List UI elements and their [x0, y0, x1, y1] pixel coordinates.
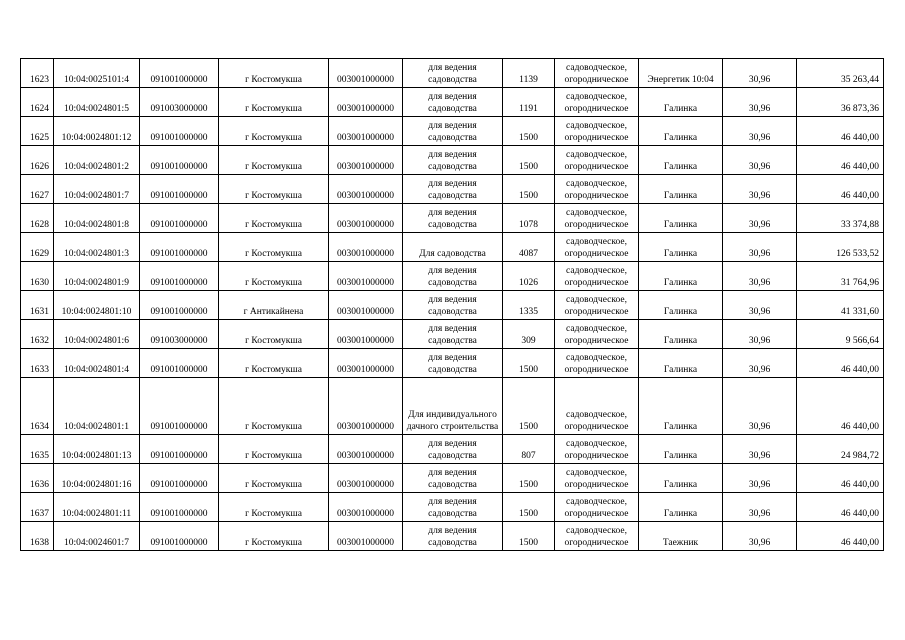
- table-row: [21, 88, 884, 117]
- land-category-cell: садоводческое, огородническое: [555, 349, 639, 378]
- settlement-cell: г Костомукша: [219, 117, 329, 146]
- area-cell: 1191: [503, 88, 555, 117]
- row-number-cell: 1631: [21, 291, 54, 320]
- oktmo-code-cell: 003001000000: [329, 291, 403, 320]
- land-use-purpose-cell: для ведения садоводства: [403, 204, 503, 233]
- rate-cell: 30,96: [723, 291, 797, 320]
- okato-code-cell: 091001000000: [140, 435, 219, 464]
- cadastral-cost-cell: 46 440,00: [797, 522, 884, 551]
- area-cell: 1500: [503, 522, 555, 551]
- settlement-cell: г Костомукша: [219, 262, 329, 291]
- table-row: [21, 59, 884, 88]
- land-category-cell: садоводческое, огородническое: [555, 146, 639, 175]
- table-row: [21, 378, 884, 435]
- cadastral-cost-cell: 31 764,96: [797, 262, 884, 291]
- garden-association-cell: Галинка: [639, 435, 723, 464]
- oktmo-code-cell: 003001000000: [329, 233, 403, 262]
- row-number-cell: 1635: [21, 435, 54, 464]
- land-use-purpose-cell: для ведения садоводства: [403, 146, 503, 175]
- cadastral-number-cell: 10:04:0024801:16: [54, 464, 140, 493]
- table-row: [21, 146, 884, 175]
- garden-association-cell: Галинка: [639, 262, 723, 291]
- rate-cell: 30,96: [723, 435, 797, 464]
- cadastral-number-cell: 10:04:0024801:10: [54, 291, 140, 320]
- garden-association-cell: Галинка: [639, 320, 723, 349]
- table-row: [21, 204, 884, 233]
- land-use-purpose-cell: для ведения садоводства: [403, 320, 503, 349]
- settlement-cell: г Костомукша: [219, 435, 329, 464]
- garden-association-cell: Галинка: [639, 146, 723, 175]
- rate-cell: 30,96: [723, 349, 797, 378]
- okato-code-cell: 091001000000: [140, 262, 219, 291]
- table-row: [21, 349, 884, 378]
- oktmo-code-cell: 003001000000: [329, 320, 403, 349]
- land-category-cell: садоводческое, огородническое: [555, 117, 639, 146]
- area-cell: 807: [503, 435, 555, 464]
- oktmo-code-cell: 003001000000: [329, 464, 403, 493]
- oktmo-code-cell: 003001000000: [329, 349, 403, 378]
- cadastral-cost-cell: 46 440,00: [797, 117, 884, 146]
- cadastral-number-cell: 10:04:0024801:7: [54, 175, 140, 204]
- row-number-cell: 1634: [21, 378, 54, 435]
- cadastral-cost-cell: 35 263,44: [797, 59, 884, 88]
- cadastral-cost-cell: 33 374,88: [797, 204, 884, 233]
- okato-code-cell: 091003000000: [140, 88, 219, 117]
- table-row: [21, 464, 884, 493]
- rate-cell: 30,96: [723, 204, 797, 233]
- area-cell: 1026: [503, 262, 555, 291]
- settlement-cell: г Костомукша: [219, 146, 329, 175]
- okato-code-cell: 091001000000: [140, 204, 219, 233]
- area-cell: 1500: [503, 493, 555, 522]
- table-row: [21, 175, 884, 204]
- garden-association-cell: Галинка: [639, 291, 723, 320]
- land-category-cell: садоводческое, огородническое: [555, 204, 639, 233]
- table-body: [21, 59, 884, 551]
- oktmo-code-cell: 003001000000: [329, 262, 403, 291]
- area-cell: 1500: [503, 464, 555, 493]
- table-row: [21, 435, 884, 464]
- oktmo-code-cell: 003001000000: [329, 435, 403, 464]
- area-cell: 1139: [503, 59, 555, 88]
- okato-code-cell: 091001000000: [140, 378, 219, 435]
- land-use-purpose-cell: Для индивидуального дачного строительства: [403, 378, 503, 435]
- land-use-purpose-cell: для ведения садоводства: [403, 493, 503, 522]
- cadastral-number-cell: 10:04:0024801:12: [54, 117, 140, 146]
- cadastral-cost-cell: 126 533,52: [797, 233, 884, 262]
- area-cell: 1500: [503, 117, 555, 146]
- cadastral-cost-cell: 24 984,72: [797, 435, 884, 464]
- cadastral-number-cell: 10:04:0024801:3: [54, 233, 140, 262]
- okato-code-cell: 091001000000: [140, 349, 219, 378]
- garden-association-cell: Галинка: [639, 378, 723, 435]
- settlement-cell: г Костомукша: [219, 522, 329, 551]
- row-number-cell: 1638: [21, 522, 54, 551]
- table-row: [21, 522, 884, 551]
- oktmo-code-cell: 003001000000: [329, 378, 403, 435]
- table-row: [21, 320, 884, 349]
- area-cell: 4087: [503, 233, 555, 262]
- oktmo-code-cell: 003001000000: [329, 493, 403, 522]
- cadastral-number-cell: 10:04:0024801:1: [54, 378, 140, 435]
- cadastral-cost-cell: 46 440,00: [797, 493, 884, 522]
- land-category-cell: садоводческое, огородническое: [555, 320, 639, 349]
- okato-code-cell: 091001000000: [140, 59, 219, 88]
- table-row: [21, 233, 884, 262]
- area-cell: 1500: [503, 349, 555, 378]
- cadastral-number-cell: 10:04:0024801:4: [54, 349, 140, 378]
- garden-association-cell: Галинка: [639, 493, 723, 522]
- rate-cell: 30,96: [723, 378, 797, 435]
- area-cell: 1500: [503, 175, 555, 204]
- cadastral-cost-cell: 36 873,36: [797, 88, 884, 117]
- table-row: [21, 291, 884, 320]
- land-use-purpose-cell: Для садоводства: [403, 233, 503, 262]
- land-use-purpose-cell: для ведения садоводства: [403, 522, 503, 551]
- garden-association-cell: Галинка: [639, 117, 723, 146]
- settlement-cell: г Костомукша: [219, 378, 329, 435]
- land-category-cell: садоводческое, огородническое: [555, 291, 639, 320]
- cadastral-number-cell: 10:04:0024801:5: [54, 88, 140, 117]
- settlement-cell: г Костомукша: [219, 493, 329, 522]
- land-use-purpose-cell: для ведения садоводства: [403, 349, 503, 378]
- okato-code-cell: 091001000000: [140, 175, 219, 204]
- garden-association-cell: Галинка: [639, 88, 723, 117]
- oktmo-code-cell: 003001000000: [329, 146, 403, 175]
- garden-association-cell: Галинка: [639, 349, 723, 378]
- land-category-cell: садоводческое, огородническое: [555, 175, 639, 204]
- land-use-purpose-cell: для ведения садоводства: [403, 117, 503, 146]
- oktmo-code-cell: 003001000000: [329, 59, 403, 88]
- okato-code-cell: 091001000000: [140, 233, 219, 262]
- area-cell: 309: [503, 320, 555, 349]
- cadastral-number-cell: 10:04:0024801:9: [54, 262, 140, 291]
- garden-association-cell: Галинка: [639, 204, 723, 233]
- rate-cell: 30,96: [723, 320, 797, 349]
- land-category-cell: садоводческое, огородническое: [555, 378, 639, 435]
- land-use-purpose-cell: для ведения садоводства: [403, 262, 503, 291]
- rate-cell: 30,96: [723, 233, 797, 262]
- rate-cell: 30,96: [723, 117, 797, 146]
- row-number-cell: 1630: [21, 262, 54, 291]
- rate-cell: 30,96: [723, 493, 797, 522]
- land-category-cell: садоводческое, огородническое: [555, 435, 639, 464]
- settlement-cell: г Костомукша: [219, 320, 329, 349]
- land-use-purpose-cell: для ведения садоводства: [403, 464, 503, 493]
- oktmo-code-cell: 003001000000: [329, 175, 403, 204]
- row-number-cell: 1636: [21, 464, 54, 493]
- land-category-cell: садоводческое, огородническое: [555, 464, 639, 493]
- cadastral-cost-cell: 46 440,00: [797, 349, 884, 378]
- row-number-cell: 1632: [21, 320, 54, 349]
- okato-code-cell: 091001000000: [140, 522, 219, 551]
- settlement-cell: г Антикайнена: [219, 291, 329, 320]
- oktmo-code-cell: 003001000000: [329, 204, 403, 233]
- table-row: [21, 493, 884, 522]
- settlement-cell: г Костомукша: [219, 464, 329, 493]
- settlement-cell: г Костомукша: [219, 204, 329, 233]
- land-use-purpose-cell: для ведения садоводства: [403, 435, 503, 464]
- area-cell: 1500: [503, 378, 555, 435]
- cadastral-number-cell: 10:04:0024801:2: [54, 146, 140, 175]
- row-number-cell: 1637: [21, 493, 54, 522]
- land-plots-table: [20, 58, 884, 551]
- row-number-cell: 1627: [21, 175, 54, 204]
- area-cell: 1500: [503, 146, 555, 175]
- rate-cell: 30,96: [723, 88, 797, 117]
- oktmo-code-cell: 003001000000: [329, 522, 403, 551]
- garden-association-cell: Галинка: [639, 464, 723, 493]
- okato-code-cell: 091001000000: [140, 493, 219, 522]
- settlement-cell: г Костомукша: [219, 233, 329, 262]
- okato-code-cell: 091001000000: [140, 117, 219, 146]
- okato-code-cell: 091001000000: [140, 146, 219, 175]
- land-category-cell: садоводческое, огородническое: [555, 59, 639, 88]
- cadastral-number-cell: 10:04:0024801:8: [54, 204, 140, 233]
- garden-association-cell: Галинка: [639, 233, 723, 262]
- row-number-cell: 1626: [21, 146, 54, 175]
- garden-association-cell: Таежник: [639, 522, 723, 551]
- cadastral-cost-cell: 46 440,00: [797, 464, 884, 493]
- row-number-cell: 1629: [21, 233, 54, 262]
- settlement-cell: г Костомукша: [219, 349, 329, 378]
- rate-cell: 30,96: [723, 522, 797, 551]
- table-row: [21, 262, 884, 291]
- rate-cell: 30,96: [723, 59, 797, 88]
- settlement-cell: г Костомукша: [219, 88, 329, 117]
- cadastral-cost-cell: 46 440,00: [797, 146, 884, 175]
- row-number-cell: 1628: [21, 204, 54, 233]
- row-number-cell: 1624: [21, 88, 54, 117]
- oktmo-code-cell: 003001000000: [329, 117, 403, 146]
- cadastral-number-cell: 10:04:0024801:13: [54, 435, 140, 464]
- cadastral-cost-cell: 9 566,64: [797, 320, 884, 349]
- garden-association-cell: Энергетик 10:04: [639, 59, 723, 88]
- cadastral-cost-cell: 46 440,00: [797, 378, 884, 435]
- okato-code-cell: 091003000000: [140, 320, 219, 349]
- rate-cell: 30,96: [723, 146, 797, 175]
- settlement-cell: г Костомукша: [219, 59, 329, 88]
- rate-cell: 30,96: [723, 262, 797, 291]
- land-category-cell: садоводческое, огородническое: [555, 522, 639, 551]
- land-category-cell: садоводческое, огородническое: [555, 88, 639, 117]
- row-number-cell: 1625: [21, 117, 54, 146]
- cadastral-cost-cell: 41 331,60: [797, 291, 884, 320]
- cadastral-number-cell: 10:04:0024801:11: [54, 493, 140, 522]
- land-use-purpose-cell: для ведения садоводства: [403, 291, 503, 320]
- settlement-cell: г Костомукша: [219, 175, 329, 204]
- cadastral-number-cell: 10:04:0024801:6: [54, 320, 140, 349]
- land-use-purpose-cell: для ведения садоводства: [403, 175, 503, 204]
- land-category-cell: садоводческое, огородническое: [555, 233, 639, 262]
- land-category-cell: садоводческое, огородническое: [555, 493, 639, 522]
- area-cell: 1335: [503, 291, 555, 320]
- okato-code-cell: 091001000000: [140, 291, 219, 320]
- row-number-cell: 1633: [21, 349, 54, 378]
- garden-association-cell: Галинка: [639, 175, 723, 204]
- row-number-cell: 1623: [21, 59, 54, 88]
- rate-cell: 30,96: [723, 175, 797, 204]
- okato-code-cell: 091001000000: [140, 464, 219, 493]
- area-cell: 1078: [503, 204, 555, 233]
- land-use-purpose-cell: для ведения садоводства: [403, 88, 503, 117]
- land-category-cell: садоводческое, огородническое: [555, 262, 639, 291]
- oktmo-code-cell: 003001000000: [329, 88, 403, 117]
- table-row: [21, 117, 884, 146]
- cadastral-number-cell: 10:04:0024601:7: [54, 522, 140, 551]
- cadastral-number-cell: 10:04:0025101:4: [54, 59, 140, 88]
- cadastral-cost-cell: 46 440,00: [797, 175, 884, 204]
- rate-cell: 30,96: [723, 464, 797, 493]
- land-use-purpose-cell: для ведения садоводства: [403, 59, 503, 88]
